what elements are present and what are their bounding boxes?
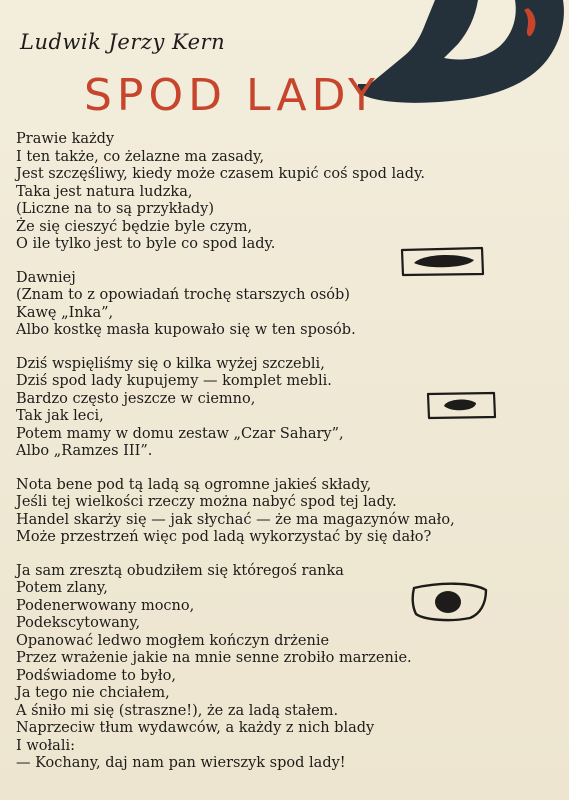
- eye-narrow-icon: [398, 244, 486, 278]
- poem-line: Albo „Ramzes III”.: [16, 443, 153, 459]
- eye-half-open-icon: [424, 389, 498, 421]
- poem-body: [16, 131, 516, 789]
- poem-line: Bardzo często jeszcze w ciemno,: [16, 390, 256, 407]
- poem-line: Może przestrzeń więc pod ladą wykorzystać by się dało?: [16, 529, 432, 545]
- author-name: Ludwik Jerzy Kern: [20, 30, 226, 54]
- poem-line: — Kochany, daj nam pan wierszyk spod lady!: [16, 755, 346, 771]
- poem-line: Tak jak leci,: [16, 408, 104, 424]
- poem-line: Albo kostkę masła kupowało się w ten sposób.: [16, 322, 356, 338]
- poem-line: Naprzeciw tłum wydawców, a każdy z nich blady: [16, 720, 375, 736]
- poem-line: Ja sam zresztą obudziłem się któregoś ranka: [16, 562, 344, 579]
- poem-line: Nota bene pod tą ladą są ogromne jakieś składy,: [16, 476, 372, 493]
- poem-line: Potem mamy w domu zestaw „Czar Sahary”,: [16, 425, 344, 442]
- stanza-1: [16, 131, 516, 254]
- poem-line: Dziś spod lady kupujemy — komplet mebli.: [16, 373, 332, 389]
- poem-line: Podekscytowany,: [16, 615, 141, 631]
- poem-line: A śniło mi się (straszne!), że za ladą stałem.: [16, 702, 339, 719]
- poem-line: Potem zlany,: [16, 580, 108, 596]
- poem-line: Dawniej: [16, 269, 76, 286]
- poem-line: (Liczne na to są przykłady): [16, 201, 214, 217]
- poem-line: Prawie każdy: [16, 131, 115, 147]
- poem-line: (Znam to z opowiadań trochę starszych osób): [16, 287, 350, 303]
- poem-line: Kawę „Inka”,: [16, 304, 114, 321]
- poem-line: I wołali:: [16, 737, 75, 754]
- poem-line: I ten także, co żelazne ma zasady,: [16, 148, 265, 165]
- poem-title: SPOD LADY: [84, 70, 380, 121]
- stanza-4: [16, 477, 516, 547]
- poem-line: Jeśli tej wielkości rzeczy można nabyć spod tej lady.: [16, 494, 397, 510]
- poem-line: Że się cieszyć będzie byle czym,: [16, 218, 253, 235]
- poem-line: Jest szczęśliwy, kiedy może czasem kupić coś spod lady.: [16, 166, 425, 182]
- poem-line: Ja tego nie chciałem,: [16, 685, 170, 701]
- poem-line: Handel skarży się — jak słychać — że ma magazynów mało,: [16, 511, 455, 528]
- poem-line: Podenerwowany mocno,: [16, 597, 195, 614]
- poem-line: Podświadome to było,: [16, 667, 176, 684]
- poem-line: Taka jest natura ludzka,: [16, 183, 193, 200]
- poem-line: Dziś wspięliśmy się o kilka wyżej szczebli,: [16, 355, 325, 372]
- poem-line: O ile tylko jest to byle co spod lady.: [16, 236, 276, 252]
- eye-wide-open-icon: [410, 582, 490, 622]
- stanza-2: [16, 270, 516, 340]
- poem-line: Przez wrażenie jakie na mnie senne zrobiło marzenie.: [16, 650, 412, 666]
- poem-line: Opanować ledwo mogłem kończyn drżenie: [16, 632, 330, 649]
